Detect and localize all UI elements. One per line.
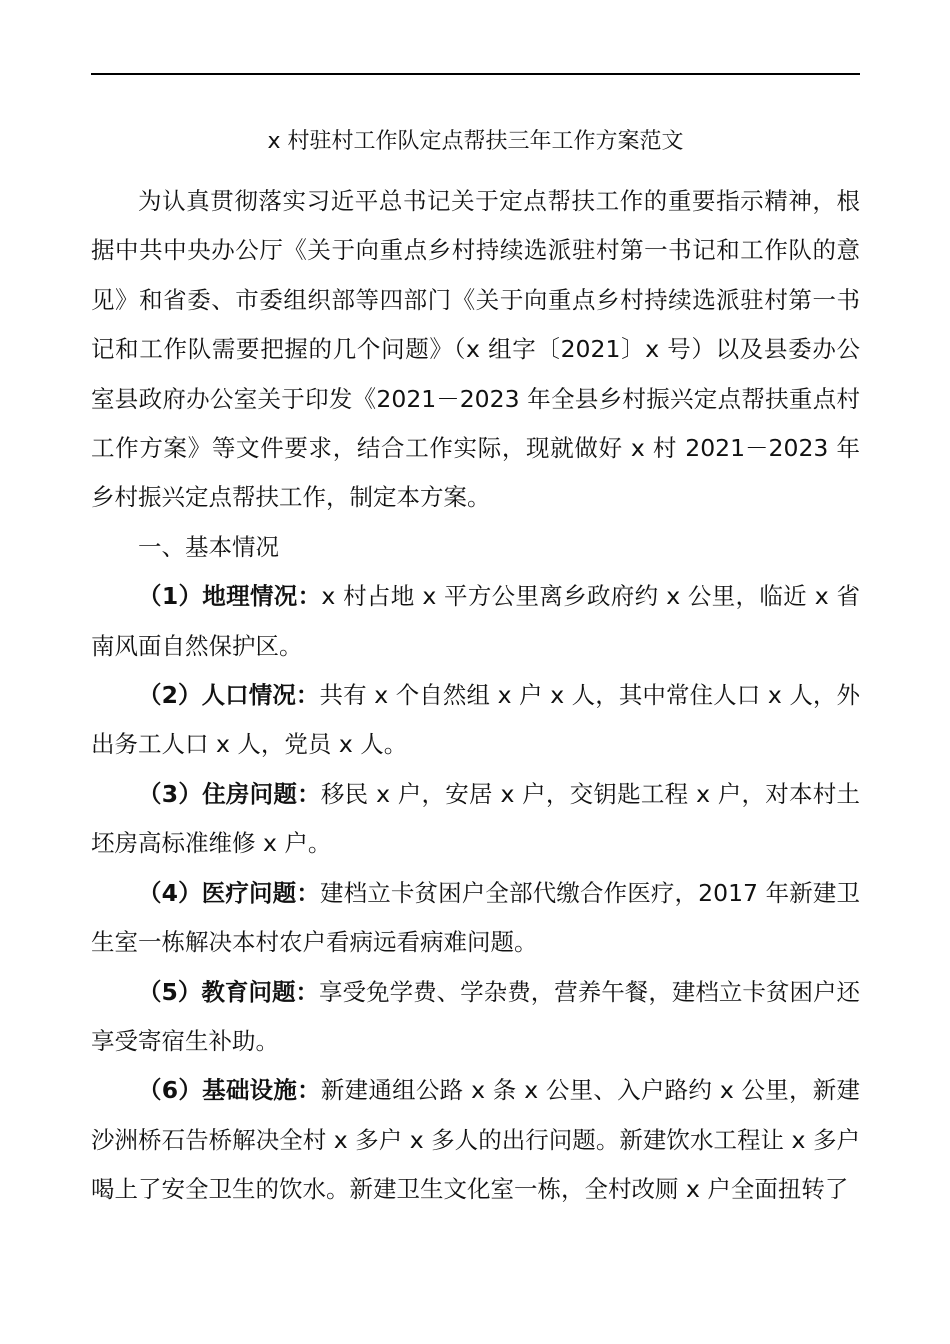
item-text: 移民 x 户，安居 x 户，交钥匙工程 x 户，对本村土坯房高标准维修 x 户。 [91,779,860,858]
item-text: 共有 x 个自然组 x 户 x 人，其中常住人口 x 人，外出务工人口 x 人，党员 x 人。 [91,681,861,759]
item-label: （3）住房问题： [138,779,321,808]
item-label: （2）人口情况： [138,681,320,710]
item-text: 新建通组公路 x 条 x 公里、入户路约 x 公里，新建沙洲桥石告桥解决全村 x 多户 x 多人的出行问题。新建饮水工程让 x 多户喝上了安全卫生的饮水。新建卫生文化室一栋，全村改厕 x 户全面扭转了 [91,1076,860,1204]
document-title: x 村驻村工作队定点帮扶三年工作方案范文 [267,129,684,154]
item-label: （6）基础设施： [138,1076,321,1105]
item-infrastructure [91,1066,860,1214]
item-housing [91,770,860,869]
item-label: （1）地理情况： [138,582,322,611]
item-label: （5）教育问题： [138,977,320,1006]
item-text: x 村占地 x 平方公里离乡政府约 x 公里，临近 x 省南风面自然保护区。 [91,582,860,660]
item-education [91,968,860,1067]
item-medical [91,869,860,968]
item-text: 享受免学费、学杂费，营养午餐，建档立卡贫困户还享受寄宿生补助。 [91,977,861,1055]
intro-paragraph: 为认真贯彻落实习近平总书记关于定点帮扶工作的重要指示精神，根据中共中央办公厅《关于向重点乡村持续选派驻村第一书记和工作队的意见》和省委、市委组织部等四部门《关于向重点乡村持续选派驻村第一书记和工作队需要把握的几个问题》（x 组字〔2021〕x 号）以及县委办公室县政府办公室关于印发《2021－2023 年全县乡村振兴定点帮扶重点村工作方案》等文件要求，结合工作实际，现就做好 x 村 2021－2023 年乡村振兴定点帮扶工作，制定本方案。 [91,187,860,512]
item-label: （4）医疗问题： [138,878,320,907]
item-text: 建档立卡贫困户全部代缴合作医疗，2017 年新建卫生室一栋解决本村农户看病远看病难问题。 [91,878,861,957]
header-rule [91,73,860,75]
section-heading-basic-situation: 一、基本情况 [138,532,279,561]
item-geography [91,572,860,671]
item-population [91,671,860,770]
document-body [91,177,860,1215]
